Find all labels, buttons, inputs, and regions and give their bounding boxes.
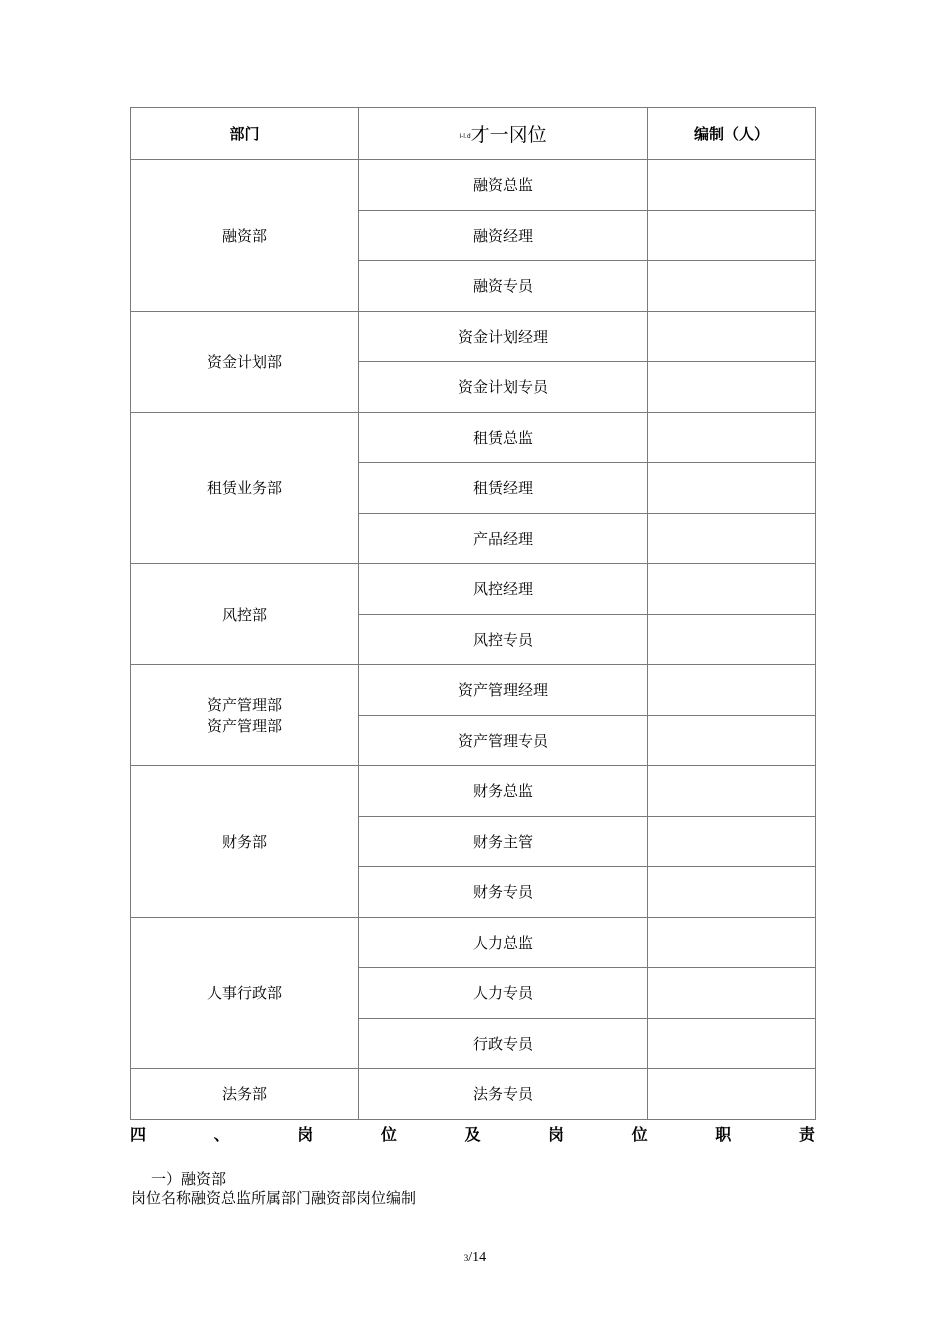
header-position <box>359 108 648 160</box>
headcount-cell <box>648 362 816 413</box>
position-cell: 资金计划经理 <box>359 311 648 362</box>
headcount-cell <box>648 816 816 867</box>
heading-char: 岗 <box>548 1125 565 1144</box>
position-cell: 租赁经理 <box>359 463 648 514</box>
table-row <box>131 1069 816 1120</box>
section-heading <box>130 1122 815 1145</box>
heading-char: 位 <box>380 1125 397 1144</box>
page-number <box>0 1250 950 1266</box>
dept-cell: 风控部 <box>131 564 359 665</box>
table-row <box>131 665 816 716</box>
position-cell: 财务主管 <box>359 816 648 867</box>
position-cell: 财务专员 <box>359 867 648 918</box>
headcount-cell <box>648 311 816 362</box>
header-headcount: 编制（人） <box>648 108 816 160</box>
headcount-cell <box>648 766 816 817</box>
heading-char: 、 <box>213 1125 230 1144</box>
dept-cell: 融资部 <box>131 160 359 312</box>
header-position-prefix: I-l.d <box>459 133 471 140</box>
position-cell: 产品经理 <box>359 513 648 564</box>
position-cell: 租赁总监 <box>359 412 648 463</box>
headcount-cell <box>648 463 816 514</box>
table-row <box>131 160 816 211</box>
headcount-cell <box>648 412 816 463</box>
page-total: /14 <box>468 1250 487 1265</box>
position-cell: 融资总监 <box>359 160 648 211</box>
position-cell: 财务总监 <box>359 766 648 817</box>
dept-cell: 财务部 <box>131 766 359 918</box>
position-cell: 风控专员 <box>359 614 648 665</box>
headcount-cell <box>648 715 816 766</box>
table-row <box>131 311 816 362</box>
dept-cell: 资金计划部 <box>131 311 359 412</box>
position-cell: 资产管理经理 <box>359 665 648 716</box>
headcount-cell <box>648 1018 816 1069</box>
table-row <box>131 917 816 968</box>
position-cell: 资产管理专员 <box>359 715 648 766</box>
dept-cell <box>131 665 359 766</box>
headcount-cell <box>648 513 816 564</box>
table-header-row <box>131 108 816 160</box>
headcount-cell <box>648 210 816 261</box>
headcount-cell <box>648 160 816 211</box>
position-cell: 行政专员 <box>359 1018 648 1069</box>
position-info-line: 岗位名称融资总监所属部门融资部岗位编制 <box>131 1189 417 1207</box>
table-row <box>131 564 816 615</box>
position-cell: 融资经理 <box>359 210 648 261</box>
position-cell: 融资专员 <box>359 261 648 312</box>
headcount-cell <box>648 564 816 615</box>
headcount-cell <box>648 665 816 716</box>
dept-line-1: 资产管理部 <box>206 696 282 714</box>
dept-cell: 法务部 <box>131 1069 359 1120</box>
position-cell: 风控经理 <box>359 564 648 615</box>
table-row <box>131 766 816 817</box>
subheading: 一）融资部 <box>151 1170 227 1188</box>
org-table <box>130 107 816 1120</box>
headcount-cell <box>648 1069 816 1120</box>
position-cell: 人力专员 <box>359 968 648 1019</box>
table-row <box>131 412 816 463</box>
dept-line-2: 资产管理部 <box>206 717 282 735</box>
header-dept: 部门 <box>131 108 359 160</box>
headcount-cell <box>648 614 816 665</box>
headcount-cell <box>648 917 816 968</box>
dept-cell: 人事行政部 <box>131 917 359 1069</box>
position-cell: 资金计划专员 <box>359 362 648 413</box>
heading-char: 岗 <box>297 1125 314 1144</box>
headcount-cell <box>648 968 816 1019</box>
page-current: 3 <box>463 1253 469 1263</box>
headcount-cell <box>648 867 816 918</box>
heading-char: 责 <box>798 1125 815 1144</box>
headcount-cell <box>648 261 816 312</box>
dept-cell: 租赁业务部 <box>131 412 359 564</box>
header-position-label: 才一冈位 <box>470 124 547 146</box>
position-cell: 人力总监 <box>359 917 648 968</box>
heading-char: 及 <box>464 1125 481 1144</box>
heading-char: 职 <box>715 1125 732 1144</box>
heading-char: 位 <box>631 1125 648 1144</box>
heading-char: 四 <box>130 1125 147 1144</box>
position-cell: 法务专员 <box>359 1069 648 1120</box>
